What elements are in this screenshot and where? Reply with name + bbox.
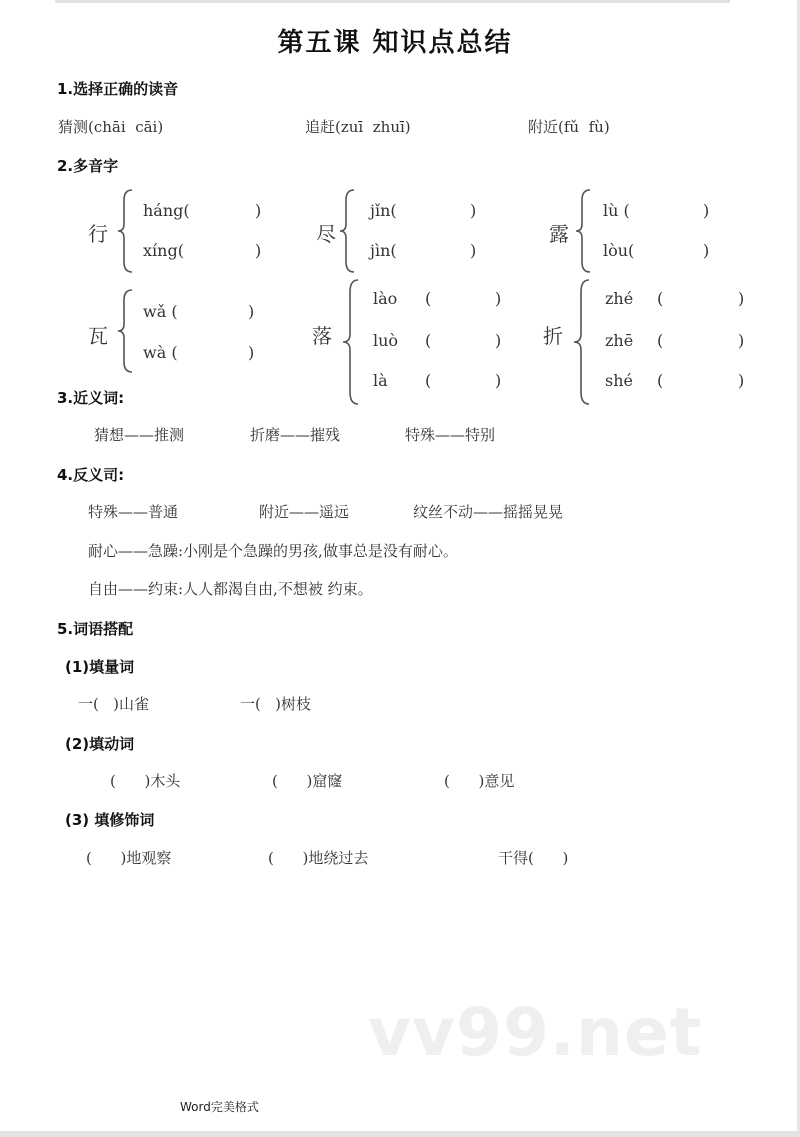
word: 附近 <box>528 118 559 136</box>
fill-blank-item: ( )意见 <box>444 772 515 790</box>
brace-icon <box>116 288 136 374</box>
answer-blank-open: ( <box>425 371 432 390</box>
page-title: 第五课 知识点总结 <box>277 28 513 58</box>
polyphone-char: 落 <box>312 324 332 348</box>
answer-blank-close: ) <box>738 371 745 390</box>
answer-blank-close: ) <box>495 331 502 350</box>
reading: jǐn( <box>370 201 397 220</box>
brace-icon <box>338 188 358 274</box>
fill-blank-item: 干得( ) <box>498 849 569 867</box>
polyphone-char: 折 <box>543 324 563 348</box>
polyphone-char: 露 <box>549 222 569 246</box>
answer-blank-close: ) <box>248 302 255 321</box>
reading: xíng( <box>143 241 184 260</box>
fill-blank-item: ( )木头 <box>110 772 181 790</box>
watermark: vv99.net <box>368 994 703 1071</box>
pronunciation-item <box>58 116 163 137</box>
word: 猜测 <box>58 118 89 136</box>
polyphone-char: 尽 <box>316 222 336 246</box>
answer-blank-close: ) <box>738 331 745 350</box>
reading: luò <box>373 331 399 350</box>
synonym-pair: 折磨——摧残 <box>250 426 341 444</box>
antonym-pair: 特殊——普通 <box>88 503 179 521</box>
answer-blank-close: ) <box>703 201 710 220</box>
pinyin-options: (fǔ fù) <box>558 118 610 136</box>
reading: jìn( <box>370 241 397 260</box>
antonym-pair: 纹丝不动——摇摇晃晃 <box>413 503 564 521</box>
answer-blank-close: ) <box>255 201 262 220</box>
reading: háng( <box>143 201 190 220</box>
brace-icon <box>574 188 594 274</box>
brace-icon <box>340 278 362 406</box>
pronunciation-item <box>305 116 411 137</box>
footer-label: Word完美格式 <box>180 1100 259 1114</box>
answer-blank-close: ) <box>495 289 502 308</box>
pronunciation-item <box>528 116 610 137</box>
fill-blank-item: ( )地观察 <box>86 849 172 867</box>
sub-heading-measure-words: (1)填量词 <box>65 658 135 676</box>
reading: lào <box>373 289 398 308</box>
reading: lòu( <box>603 241 635 260</box>
answer-blank-open: ( <box>657 371 664 390</box>
synonym-pair: 猜想——推测 <box>94 426 185 444</box>
polyphone-char: 行 <box>88 222 108 246</box>
pinyin-options: (zuī zhuī) <box>335 118 411 136</box>
section-3-heading: 3.近义词: <box>57 389 125 407</box>
reading: wà ( <box>143 343 178 362</box>
section-1-heading: 1.选择正确的读音 <box>57 80 179 98</box>
page-bottom-edge <box>0 1131 800 1137</box>
synonym-pair: 特殊——特别 <box>405 426 496 444</box>
answer-blank-open: ( <box>657 331 664 350</box>
answer-blank-close: ) <box>495 371 502 390</box>
reading: shé <box>605 371 633 390</box>
fill-blank-item: 一( )树枝 <box>240 695 312 713</box>
reading: zhē <box>605 331 634 350</box>
reading: là <box>373 371 388 390</box>
answer-blank-close: ) <box>255 241 262 260</box>
fill-blank-item: ( )窟窿 <box>272 772 343 790</box>
answer-blank-close: ) <box>738 289 745 308</box>
sub-heading-modifiers: (3) 填修饰词 <box>65 811 155 829</box>
antonym-sentence: 自由——约束:人人都渴自由,不想被 约束。 <box>88 580 373 598</box>
answer-blank-close: ) <box>703 241 710 260</box>
brace-icon <box>116 188 136 274</box>
answer-blank-open: ( <box>425 331 432 350</box>
section-4-heading: 4.反义司: <box>57 466 125 484</box>
answer-blank-close: ) <box>470 201 477 220</box>
section-5-heading: 5.词语搭配 <box>57 620 134 638</box>
polyphone-char: 瓦 <box>88 324 108 348</box>
sub-heading-verbs: (2)填动词 <box>65 735 135 753</box>
reading: zhé <box>605 289 634 308</box>
section-2-heading: 2.多音字 <box>57 157 119 175</box>
reading: wǎ ( <box>143 302 178 321</box>
brace-icon <box>571 278 593 406</box>
reading: lù ( <box>603 201 630 220</box>
top-rule <box>55 0 730 3</box>
antonym-pair: 附近——遥远 <box>259 503 350 521</box>
pinyin-options: (chāi cāi) <box>88 118 164 136</box>
fill-blank-item: ( )地绕过去 <box>268 849 369 867</box>
word: 追赶 <box>305 118 336 136</box>
answer-blank-close: ) <box>470 241 477 260</box>
antonym-sentence: 耐心——急躁:小刚是个急躁的男孩,做事总是没有耐心。 <box>88 542 458 560</box>
fill-blank-item: 一( )山雀 <box>78 695 150 713</box>
answer-blank-close: ) <box>248 343 255 362</box>
answer-blank-open: ( <box>425 289 432 308</box>
answer-blank-open: ( <box>657 289 664 308</box>
